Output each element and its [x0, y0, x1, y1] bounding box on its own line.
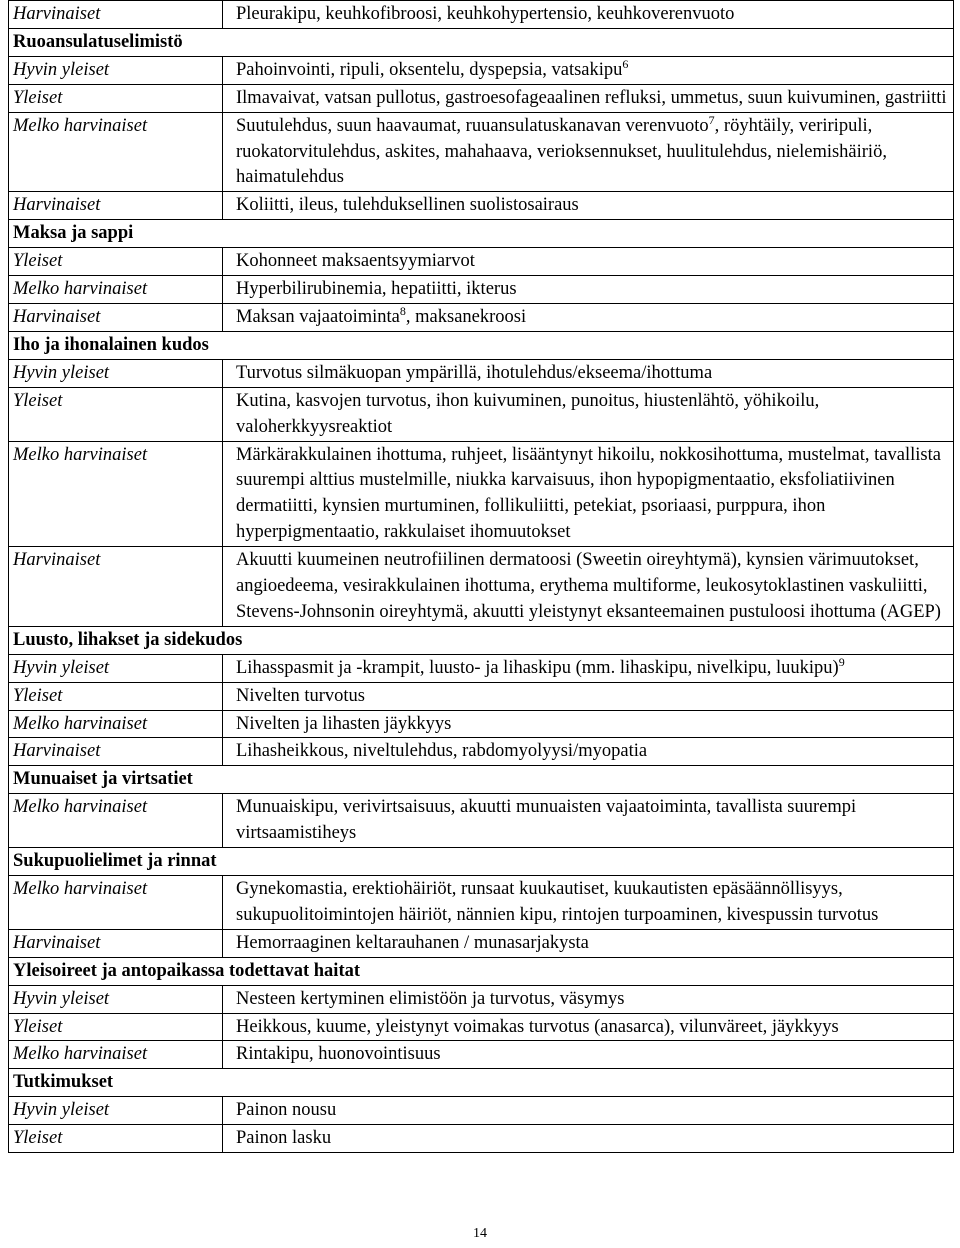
reaction-cell: [223, 547, 954, 627]
table-row: [9, 359, 954, 387]
reaction-text: Suutulehdus, suun haavaumat, ruuansulatuskanavan verenvuoto: [236, 115, 709, 136]
frequency-cell: Yleiset: [9, 248, 223, 276]
reaction-cell: [223, 56, 954, 84]
table-row: [9, 112, 954, 192]
section-title: Yleisoireet ja antopaikassa todettavat haitat: [9, 957, 954, 985]
reaction-cell: [223, 682, 954, 710]
frequency-cell: Hyvin yleiset: [9, 654, 223, 682]
section-header-row: [9, 766, 954, 794]
reaction-text: Pahoinvointi, ripuli, oksentelu, dyspepsia, vatsakipu: [236, 59, 623, 80]
reaction-cell: [223, 738, 954, 766]
reaction-cell: [223, 248, 954, 276]
footnote-reference: 7: [708, 112, 715, 127]
table-row: [9, 1125, 954, 1153]
reaction-text: Ilmavaivat, vatsan pullotus, gastroesofageaalinen refluksi, ummetus, suun kuivuminen, gastriitti: [236, 87, 947, 108]
reaction-text: Nesteen kertyminen elimistöön ja turvotus, väsymys: [236, 988, 625, 1009]
section-header-row: [9, 957, 954, 985]
section-title: Ruoansulatuselimistö: [9, 28, 954, 56]
reaction-cell: [223, 654, 954, 682]
reaction-text: Painon lasku: [236, 1128, 332, 1149]
section-header-row: [9, 331, 954, 359]
reaction-text: Gynekomastia, erektiohäiriöt, runsaat kuukautiset, kuukautisten epäsäännöllisyys, sukupuolitoimintojen häiriöt, nännien kipu, rintojen turpoaminen, kivespussin turvotus: [236, 879, 879, 925]
reaction-cell: [223, 929, 954, 957]
table-row: [9, 56, 954, 84]
frequency-cell: Melko harvinaiset: [9, 441, 223, 547]
table-row: [9, 654, 954, 682]
section-title: Tutkimukset: [9, 1069, 954, 1097]
section-title: Maksa ja sappi: [9, 220, 954, 248]
table-row: [9, 985, 954, 1013]
frequency-cell: Hyvin yleiset: [9, 56, 223, 84]
frequency-cell: Harvinaiset: [9, 738, 223, 766]
footnote-reference: 6: [622, 56, 629, 71]
table-row: [9, 876, 954, 930]
reaction-text: Märkärakkulainen ihottuma, ruhjeet, lisääntynyt hikoilu, nokkosihottuma, mustelmat, tavallista suurempi alttius mustelmille, niukka karvaisuus, ihon hypopigmentaatio, eksfoliatiivinen dermatiitti, kynsien murtuminen, follikuliitti, petekiat, psoriaasi, purppura, ihon hyperpigmentaatio, rakkulaiset ihomuutokset: [236, 444, 941, 543]
frequency-cell: Hyvin yleiset: [9, 1097, 223, 1125]
table-row: [9, 387, 954, 441]
table-row: [9, 710, 954, 738]
table-row: [9, 441, 954, 547]
reaction-cell: [223, 441, 954, 547]
frequency-cell: Harvinaiset: [9, 192, 223, 220]
reaction-text-continued: , maksanekroosi: [405, 306, 527, 327]
reaction-cell: [223, 710, 954, 738]
page-number: 14: [473, 1226, 487, 1241]
reaction-text: Heikkous, kuume, yleistynyt voimakas turvotus (anasarca), vilunväreet, jäykkyys: [236, 1016, 839, 1037]
reaction-text: Lihasspasmit ja -krampit, luusto- ja lihaskipu (mm. lihaskipu, nivelkipu, luukipu): [236, 657, 839, 678]
section-header-row: [9, 626, 954, 654]
reaction-text: Rintakipu, huonovointisuus: [236, 1044, 441, 1065]
reaction-text: Munuaiskipu, verivirtsaisuus, akuutti munuaisten vajaatoiminta, tavallista suurempi virtsaamistiheys: [236, 797, 857, 844]
table-row: [9, 1013, 954, 1041]
reaction-cell: [223, 84, 954, 112]
section-header-row: [9, 28, 954, 56]
frequency-cell: Melko harvinaiset: [9, 876, 223, 930]
reaction-cell: [223, 1097, 954, 1125]
reaction-text: Painon nousu: [236, 1100, 337, 1121]
reaction-cell: [223, 1041, 954, 1069]
section-header-row: [9, 1069, 954, 1097]
reaction-cell: [223, 359, 954, 387]
table-row: [9, 929, 954, 957]
reaction-cell: [223, 303, 954, 331]
table-row: [9, 682, 954, 710]
frequency-cell: Melko harvinaiset: [9, 794, 223, 848]
table-row: [9, 276, 954, 304]
section-title: Iho ja ihonalainen kudos: [9, 331, 954, 359]
table-row: [9, 738, 954, 766]
section-header-row: [9, 848, 954, 876]
document-page: [8, 0, 953, 1153]
table-row: [9, 547, 954, 627]
frequency-cell: Hyvin yleiset: [9, 359, 223, 387]
reaction-cell: [223, 794, 954, 848]
reaction-cell: [223, 387, 954, 441]
reaction-cell: [223, 112, 954, 192]
table-row: [9, 84, 954, 112]
reaction-cell: [223, 876, 954, 930]
reaction-text: Hemorraaginen keltarauhanen / munasarjakysta: [236, 932, 589, 953]
frequency-cell: Harvinaiset: [9, 303, 223, 331]
frequency-cell: Melko harvinaiset: [9, 112, 223, 192]
reaction-cell: [223, 985, 954, 1013]
reaction-cell: [223, 192, 954, 220]
reaction-text: Nivelten ja lihasten jäykkyys: [236, 713, 452, 734]
reaction-text: Hyperbilirubinemia, hepatiitti, ikterus: [236, 279, 517, 300]
reaction-text: Turvotus silmäkuopan ympärillä, ihotulehdus/ekseema/ihottuma: [236, 362, 713, 383]
reaction-text: Maksan vajaatoiminta: [236, 306, 400, 327]
frequency-cell: Melko harvinaiset: [9, 276, 223, 304]
frequency-cell: Melko harvinaiset: [9, 710, 223, 738]
frequency-cell: Yleiset: [9, 84, 223, 112]
reaction-text-continued: , röyhtäily, veriripuli, ruokatorvitulehdus, askites, mahahaava, verioksennukset, huulitulehdus, nielemishäiriö, haimatulehdus: [236, 115, 887, 188]
table-row: [9, 1097, 954, 1125]
footnote-reference: 9: [838, 654, 845, 669]
table-row: [9, 1041, 954, 1069]
frequency-cell: Harvinaiset: [9, 929, 223, 957]
reaction-text: Koliitti, ileus, tulehduksellinen suolistosairaus: [236, 195, 579, 216]
frequency-cell: Yleiset: [9, 1125, 223, 1153]
frequency-cell: Yleiset: [9, 387, 223, 441]
reaction-text: Pleurakipu, keuhkofibroosi, keuhkohypertensio, keuhkoverenvuoto: [236, 4, 735, 24]
table-row: [9, 303, 954, 331]
table-row: [9, 1, 954, 29]
frequency-cell: Melko harvinaiset: [9, 1041, 223, 1069]
adverse-effects-table: [8, 0, 954, 1153]
section-header-row: [9, 220, 954, 248]
reaction-cell: [223, 276, 954, 304]
reaction-text: Lihasheikkous, niveltulehdus, rabdomyolyysi/myopatia: [236, 741, 648, 762]
reaction-text: Kutina, kasvojen turvotus, ihon kuivuminen, punoitus, hiustenlähtö, yöhikoilu, valoherkkyysreaktiot: [236, 390, 820, 437]
frequency-cell: Hyvin yleiset: [9, 985, 223, 1013]
reaction-cell: [223, 1125, 954, 1153]
frequency-cell: Harvinaiset: [9, 547, 223, 627]
table-body: [9, 1, 954, 1153]
frequency-cell: Harvinaiset: [9, 1, 223, 29]
section-title: Sukupuolielimet ja rinnat: [9, 848, 954, 876]
frequency-cell: Yleiset: [9, 1013, 223, 1041]
footnote-reference: 8: [399, 303, 406, 318]
reaction-cell: [223, 1, 954, 29]
reaction-text: Kohonneet maksaentsyymiarvot: [236, 251, 475, 272]
reaction-text: Akuutti kuumeinen neutrofiilinen dermatoosi (Sweetin oireyhtymä), kynsien värimuutokset, angioedeema, vesirakkulainen ihottuma, erythema multiforme, leukosytoklastinen vaskuliitti, Stevens-Johnsonin oireyhtymä, akuutti yleistynyt eksanteemainen pustuloosi ihottuma (AGEP): [236, 550, 941, 622]
table-row: [9, 794, 954, 848]
reaction-cell: [223, 1013, 954, 1041]
frequency-cell: Yleiset: [9, 682, 223, 710]
section-title: Munuaiset ja virtsatiet: [9, 766, 954, 794]
section-title: Luusto, lihakset ja sidekudos: [9, 626, 954, 654]
table-row: [9, 192, 954, 220]
table-row: [9, 248, 954, 276]
reaction-text: Nivelten turvotus: [236, 685, 365, 706]
